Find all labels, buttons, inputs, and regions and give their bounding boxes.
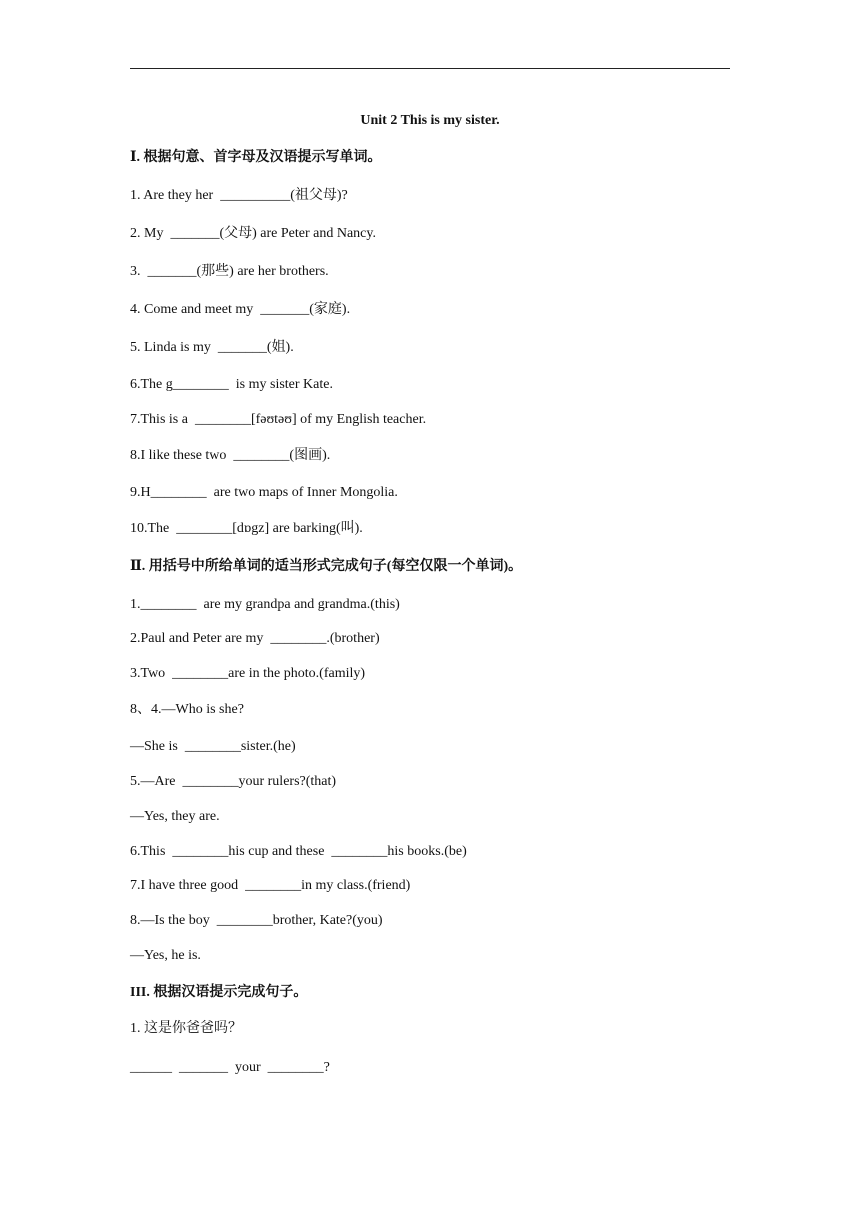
- question-line: —Yes, he is.: [130, 948, 201, 963]
- question-line: 1.________ are my grandpa and grandma.(this): [130, 597, 400, 612]
- question-line: —She is ________sister.(he): [130, 739, 296, 754]
- section-heading-3: III. 根据汉语提示完成句子。: [130, 985, 308, 1000]
- question-line: 3.Two ________are in the photo.(family): [130, 666, 366, 681]
- page-title: Unit 2 This is my sister.: [360, 113, 500, 128]
- question-line: 8、4.—Who is she?: [130, 702, 244, 717]
- section-heading-1: Ⅰ. 根据句意、首字母及汉语提示写单词。: [130, 150, 382, 165]
- question-line: 10.The ________[dɒgz] are barking(叫).: [130, 521, 363, 536]
- question-line: 9.H________ are two maps of Inner Mongolia.: [130, 485, 398, 500]
- question-line: 3. _______(那些) are her brothers.: [130, 264, 329, 279]
- question-line: 8.—Is the boy ________brother, Kate?(you): [130, 913, 383, 928]
- header-rule: [130, 68, 730, 69]
- question-line: 6.The g________ is my sister Kate.: [130, 377, 333, 392]
- question-line: 1. Are they her __________(祖父母)?: [130, 188, 348, 203]
- question-line: —Yes, they are.: [130, 809, 220, 824]
- question-line: 2. My _______(父母) are Peter and Nancy.: [130, 226, 376, 241]
- question-line: 7.This is a ________[fəʊtəʊ] of my English teacher.: [130, 412, 427, 427]
- question-line: ______ _______ your ________?: [130, 1060, 330, 1075]
- question-line: 5. Linda is my _______(姐).: [130, 340, 294, 355]
- question-line: 4. Come and meet my _______(家庭).: [130, 302, 351, 317]
- question-line: 2.Paul and Peter are my ________.(brother): [130, 631, 380, 646]
- question-line: 8.I like these two ________(图画).: [130, 448, 331, 463]
- question-line: 1. 这是你爸爸吗？: [130, 1021, 242, 1036]
- question-line: 5.—Are ________your rulers?(that): [130, 774, 337, 789]
- question-line: 6.This ________his cup and these ________his books.(be): [130, 844, 467, 859]
- question-line: 7.I have three good ________in my class.(friend): [130, 878, 411, 893]
- section-heading-2: Ⅱ. 用括号中所给单词的适当形式完成句子(每空仅限一个单词)。: [130, 559, 523, 574]
